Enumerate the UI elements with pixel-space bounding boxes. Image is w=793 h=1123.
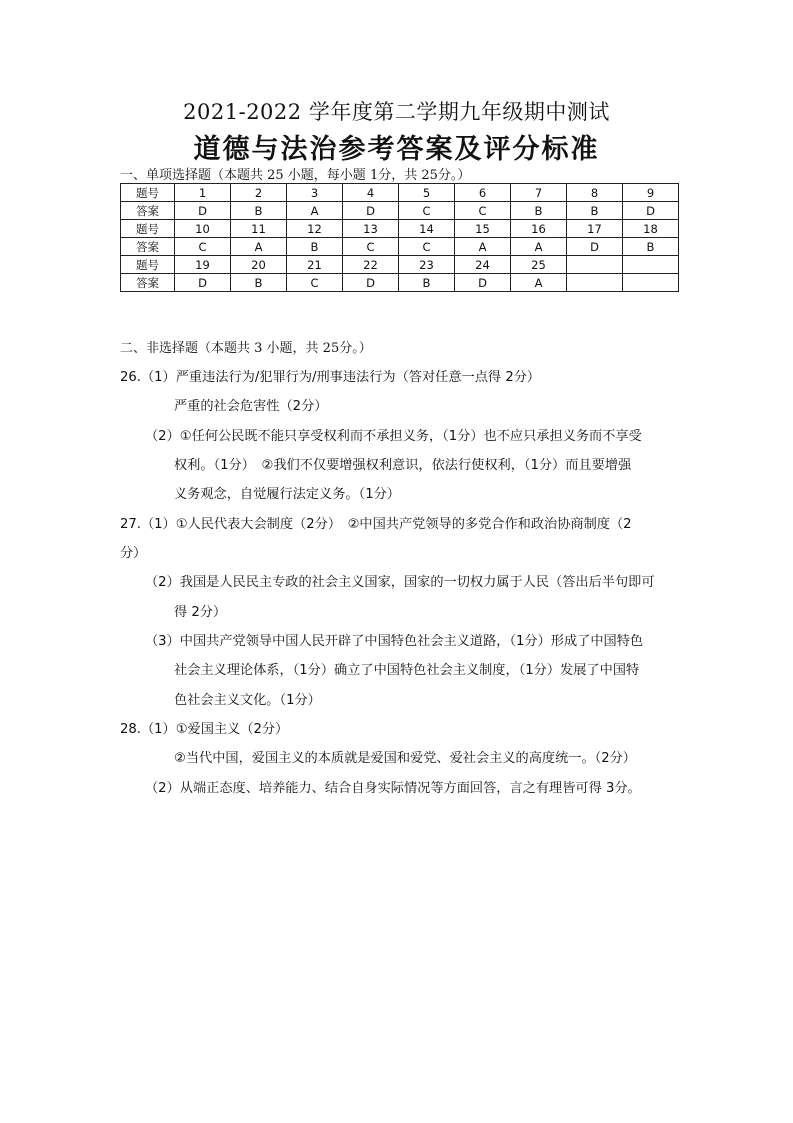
answer-cell: A [287, 202, 343, 220]
question-number-cell [567, 256, 623, 274]
answer-line: 28.（1）①爱国主义（2分） [120, 722, 289, 737]
document-title: 2021-2022 学年度第二学期九年级期中测试 [183, 100, 610, 124]
question-number-cell: 6 [455, 184, 511, 202]
answer-cell: C [399, 238, 455, 256]
answer-line: （2）从端正态度、培养能力、结合自身实际情况等方面回答，言之有理皆可得 3分。 [145, 781, 641, 796]
answer-line: 色社会主义文化。（1分） [174, 693, 321, 708]
table-row-answers [121, 202, 679, 220]
answer-line: 严重的社会危害性（2分） [174, 399, 328, 414]
answer-cell: C [455, 202, 511, 220]
section1-heading: 一、单项选择题（本题共 25 小题，每小题 1分，共 25分。） [120, 168, 471, 183]
question-number-cell: 25 [511, 256, 567, 274]
question-number-cell: 9 [623, 184, 679, 202]
answer-cell: B [511, 202, 567, 220]
question-number-cell [623, 256, 679, 274]
question-number-cell: 15 [455, 220, 511, 238]
question-number-cell: 11 [231, 220, 287, 238]
answer-line: 26.（1）严重违法行为/犯罪行为/刑事违法行为（答对任意一点得 2分） [120, 370, 541, 385]
row-label-answer: 答案 [121, 202, 175, 220]
row-label-number: 题号 [121, 256, 175, 274]
answer-line: 分） [120, 546, 147, 561]
answer-cell: B [231, 274, 287, 292]
answer-cell: B [287, 238, 343, 256]
answer-table [120, 183, 679, 292]
question-number-cell: 17 [567, 220, 623, 238]
answer-line: 义务观念，自觉履行法定义务。（1分） [174, 487, 400, 502]
question-number-cell: 20 [231, 256, 287, 274]
row-label-answer: 答案 [121, 274, 175, 292]
row-label-number: 题号 [121, 220, 175, 238]
question-number-cell: 4 [343, 184, 399, 202]
row-label-answer: 答案 [121, 238, 175, 256]
question-number-cell: 3 [287, 184, 343, 202]
document-subtitle: 道德与法治参考答案及评分标准 [193, 134, 600, 165]
question-number-cell: 7 [511, 184, 567, 202]
question-number-cell: 16 [511, 220, 567, 238]
answer-line: （3）中国共产党领导中国人民开辟了中国特色社会主义道路，（1分）形成了中国特色 [145, 634, 644, 649]
answer-line: 社会主义理论体系，（1分）确立了中国特色社会主义制度，（1分）发展了中国特 [174, 663, 640, 678]
table-row-numbers [121, 220, 679, 238]
answer-cell [623, 274, 679, 292]
answer-cell: D [175, 274, 231, 292]
answer-line: （2）①任何公民既不能只享受权利而不承担义务，（1分）也不应只承担义务而不享受 [145, 429, 642, 444]
answer-cell: C [287, 274, 343, 292]
question-number-cell: 19 [175, 256, 231, 274]
answer-cell: B [623, 238, 679, 256]
answer-cell: D [455, 274, 511, 292]
answer-line: 权利。（1分） ②我们不仅要增强权利意识，依法行使权利，（1分）而且要增强 [174, 458, 632, 473]
section2-heading: 二、非选择题（本题共 3 小题，共 25分。） [120, 341, 372, 356]
table-row-answers [121, 238, 679, 256]
question-number-cell: 12 [287, 220, 343, 238]
answer-cell: C [175, 238, 231, 256]
answer-cell: C [399, 202, 455, 220]
question-number-cell: 8 [567, 184, 623, 202]
question-number-cell: 10 [175, 220, 231, 238]
question-number-cell: 13 [343, 220, 399, 238]
table-row-numbers [121, 256, 679, 274]
question-number-cell: 2 [231, 184, 287, 202]
answer-line: 27.（1）①人民代表大会制度（2分） ②中国共产党领导的多党合作和政治协商制度（2 [120, 517, 632, 532]
question-number-cell: 23 [399, 256, 455, 274]
question-number-cell: 1 [175, 184, 231, 202]
answer-line: ②当代中国，爱国主义的本质就是爱国和爱党、爱社会主义的高度统一。（2分） [174, 751, 636, 766]
answer-cell: D [623, 202, 679, 220]
answer-line: 得 2分） [174, 605, 227, 620]
answer-cell: D [343, 274, 399, 292]
question-number-cell: 24 [455, 256, 511, 274]
question-number-cell: 5 [399, 184, 455, 202]
answer-cell: B [231, 202, 287, 220]
answer-line: （2）我国是人民民主专政的社会主义国家，国家的一切权力属于人民（答出后半句即可 [145, 575, 655, 590]
question-number-cell: 18 [623, 220, 679, 238]
row-label-number: 题号 [121, 184, 175, 202]
answer-cell: A [511, 238, 567, 256]
table-row-answers [121, 274, 679, 292]
answer-cell: D [175, 202, 231, 220]
table-row-numbers [121, 184, 679, 202]
answer-cell: B [567, 202, 623, 220]
question-number-cell: 22 [343, 256, 399, 274]
answer-cell: A [511, 274, 567, 292]
answer-cell: B [399, 274, 455, 292]
question-number-cell: 21 [287, 256, 343, 274]
answer-cell: D [567, 238, 623, 256]
answer-cell: A [231, 238, 287, 256]
answer-cell: C [343, 238, 399, 256]
answer-cell: A [455, 238, 511, 256]
answer-cell: D [343, 202, 399, 220]
answer-cell [567, 274, 623, 292]
question-number-cell: 14 [399, 220, 455, 238]
